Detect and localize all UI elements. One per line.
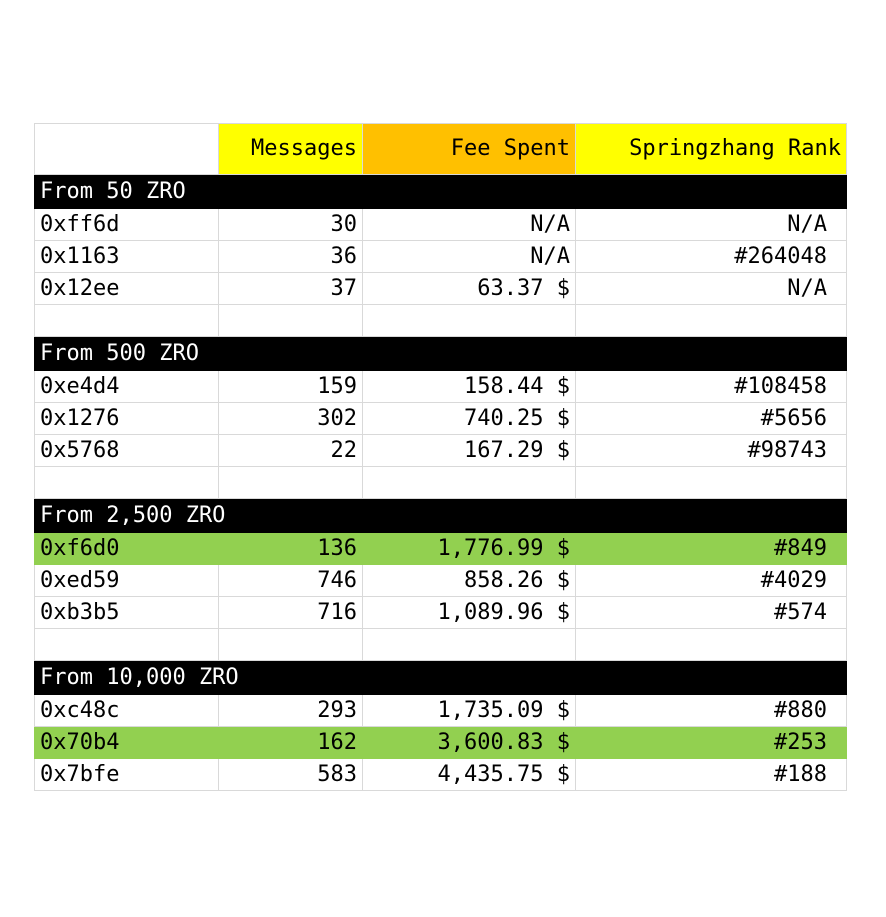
zro-allocation-table (34, 123, 847, 791)
empty-cell[interactable] (363, 629, 576, 661)
table-row (35, 371, 847, 403)
section-header-row (35, 337, 847, 371)
address-cell[interactable]: 0xed59 (35, 565, 219, 597)
table-row (35, 727, 847, 759)
address-cell[interactable]: 0xc48c (35, 695, 219, 727)
section-header-row (35, 661, 847, 695)
table-body (35, 124, 847, 791)
empty-cell[interactable] (219, 305, 363, 337)
table-row (35, 759, 847, 791)
fee-spent-cell[interactable]: 63.37 $ (363, 273, 576, 305)
table-row (35, 209, 847, 241)
header-row (35, 124, 847, 175)
fee-spent-cell[interactable]: 3,600.83 $ (363, 727, 576, 759)
spacer-row (35, 305, 847, 337)
fee-spent-cell[interactable]: 858.26 $ (363, 565, 576, 597)
messages-cell[interactable]: 302 (219, 403, 363, 435)
empty-cell[interactable] (576, 629, 847, 661)
empty-cell[interactable] (576, 467, 847, 499)
messages-cell[interactable]: 136 (219, 533, 363, 565)
rank-cell[interactable]: #5656 (576, 403, 847, 435)
address-cell[interactable]: 0xe4d4 (35, 371, 219, 403)
table-row (35, 241, 847, 273)
empty-cell[interactable] (363, 467, 576, 499)
address-cell[interactable]: 0xff6d (35, 209, 219, 241)
rank-cell[interactable]: N/A (576, 273, 847, 305)
table-row (35, 273, 847, 305)
spacer-row (35, 629, 847, 661)
table-row (35, 597, 847, 629)
table-row (35, 695, 847, 727)
empty-cell[interactable] (219, 629, 363, 661)
messages-cell[interactable]: 159 (219, 371, 363, 403)
section-title[interactable]: From 500 ZRO (35, 337, 847, 371)
section-title[interactable]: From 50 ZRO (35, 175, 847, 209)
fee-spent-cell[interactable]: 1,089.96 $ (363, 597, 576, 629)
rank-cell[interactable]: #574 (576, 597, 847, 629)
header-messages[interactable]: Messages (219, 124, 363, 175)
fee-spent-cell[interactable]: 158.44 $ (363, 371, 576, 403)
empty-cell[interactable] (35, 467, 219, 499)
section-header-row (35, 499, 847, 533)
rank-cell[interactable]: #108458 (576, 371, 847, 403)
fee-spent-cell[interactable]: 4,435.75 $ (363, 759, 576, 791)
messages-cell[interactable]: 37 (219, 273, 363, 305)
fee-spent-cell[interactable]: 167.29 $ (363, 435, 576, 467)
address-cell[interactable]: 0xb3b5 (35, 597, 219, 629)
messages-cell[interactable]: 583 (219, 759, 363, 791)
messages-cell[interactable]: 716 (219, 597, 363, 629)
messages-cell[interactable]: 36 (219, 241, 363, 273)
fee-spent-cell[interactable]: 740.25 $ (363, 403, 576, 435)
table-row (35, 565, 847, 597)
empty-cell[interactable] (576, 305, 847, 337)
empty-cell[interactable] (35, 305, 219, 337)
table-row (35, 403, 847, 435)
section-title[interactable]: From 2,500 ZRO (35, 499, 847, 533)
table-row (35, 533, 847, 565)
address-cell[interactable]: 0x1163 (35, 241, 219, 273)
rank-cell[interactable]: #98743 (576, 435, 847, 467)
messages-cell[interactable]: 30 (219, 209, 363, 241)
rank-cell[interactable]: N/A (576, 209, 847, 241)
rank-cell[interactable]: #264048 (576, 241, 847, 273)
header-springzhang-rank[interactable]: Springzhang Rank (576, 124, 847, 175)
messages-cell[interactable]: 746 (219, 565, 363, 597)
fee-spent-cell[interactable]: 1,776.99 $ (363, 533, 576, 565)
table-row (35, 435, 847, 467)
fee-spent-cell[interactable]: 1,735.09 $ (363, 695, 576, 727)
empty-cell[interactable] (363, 305, 576, 337)
address-cell[interactable]: 0x1276 (35, 403, 219, 435)
empty-cell[interactable] (219, 467, 363, 499)
header-blank-cell[interactable] (35, 124, 219, 175)
section-title[interactable]: From 10,000 ZRO (35, 661, 847, 695)
rank-cell[interactable]: #4029 (576, 565, 847, 597)
rank-cell[interactable]: #880 (576, 695, 847, 727)
rank-cell[interactable]: #849 (576, 533, 847, 565)
rank-cell[interactable]: #188 (576, 759, 847, 791)
messages-cell[interactable]: 293 (219, 695, 363, 727)
fee-spent-cell[interactable]: N/A (363, 241, 576, 273)
fee-spent-cell[interactable]: N/A (363, 209, 576, 241)
address-cell[interactable]: 0x12ee (35, 273, 219, 305)
messages-cell[interactable]: 22 (219, 435, 363, 467)
address-cell[interactable]: 0x7bfe (35, 759, 219, 791)
messages-cell[interactable]: 162 (219, 727, 363, 759)
address-cell[interactable]: 0x5768 (35, 435, 219, 467)
address-cell[interactable]: 0xf6d0 (35, 533, 219, 565)
spacer-row (35, 467, 847, 499)
section-header-row (35, 175, 847, 209)
rank-cell[interactable]: #253 (576, 727, 847, 759)
header-fee-spent[interactable]: Fee Spent (363, 124, 576, 175)
empty-cell[interactable] (35, 629, 219, 661)
address-cell[interactable]: 0x70b4 (35, 727, 219, 759)
